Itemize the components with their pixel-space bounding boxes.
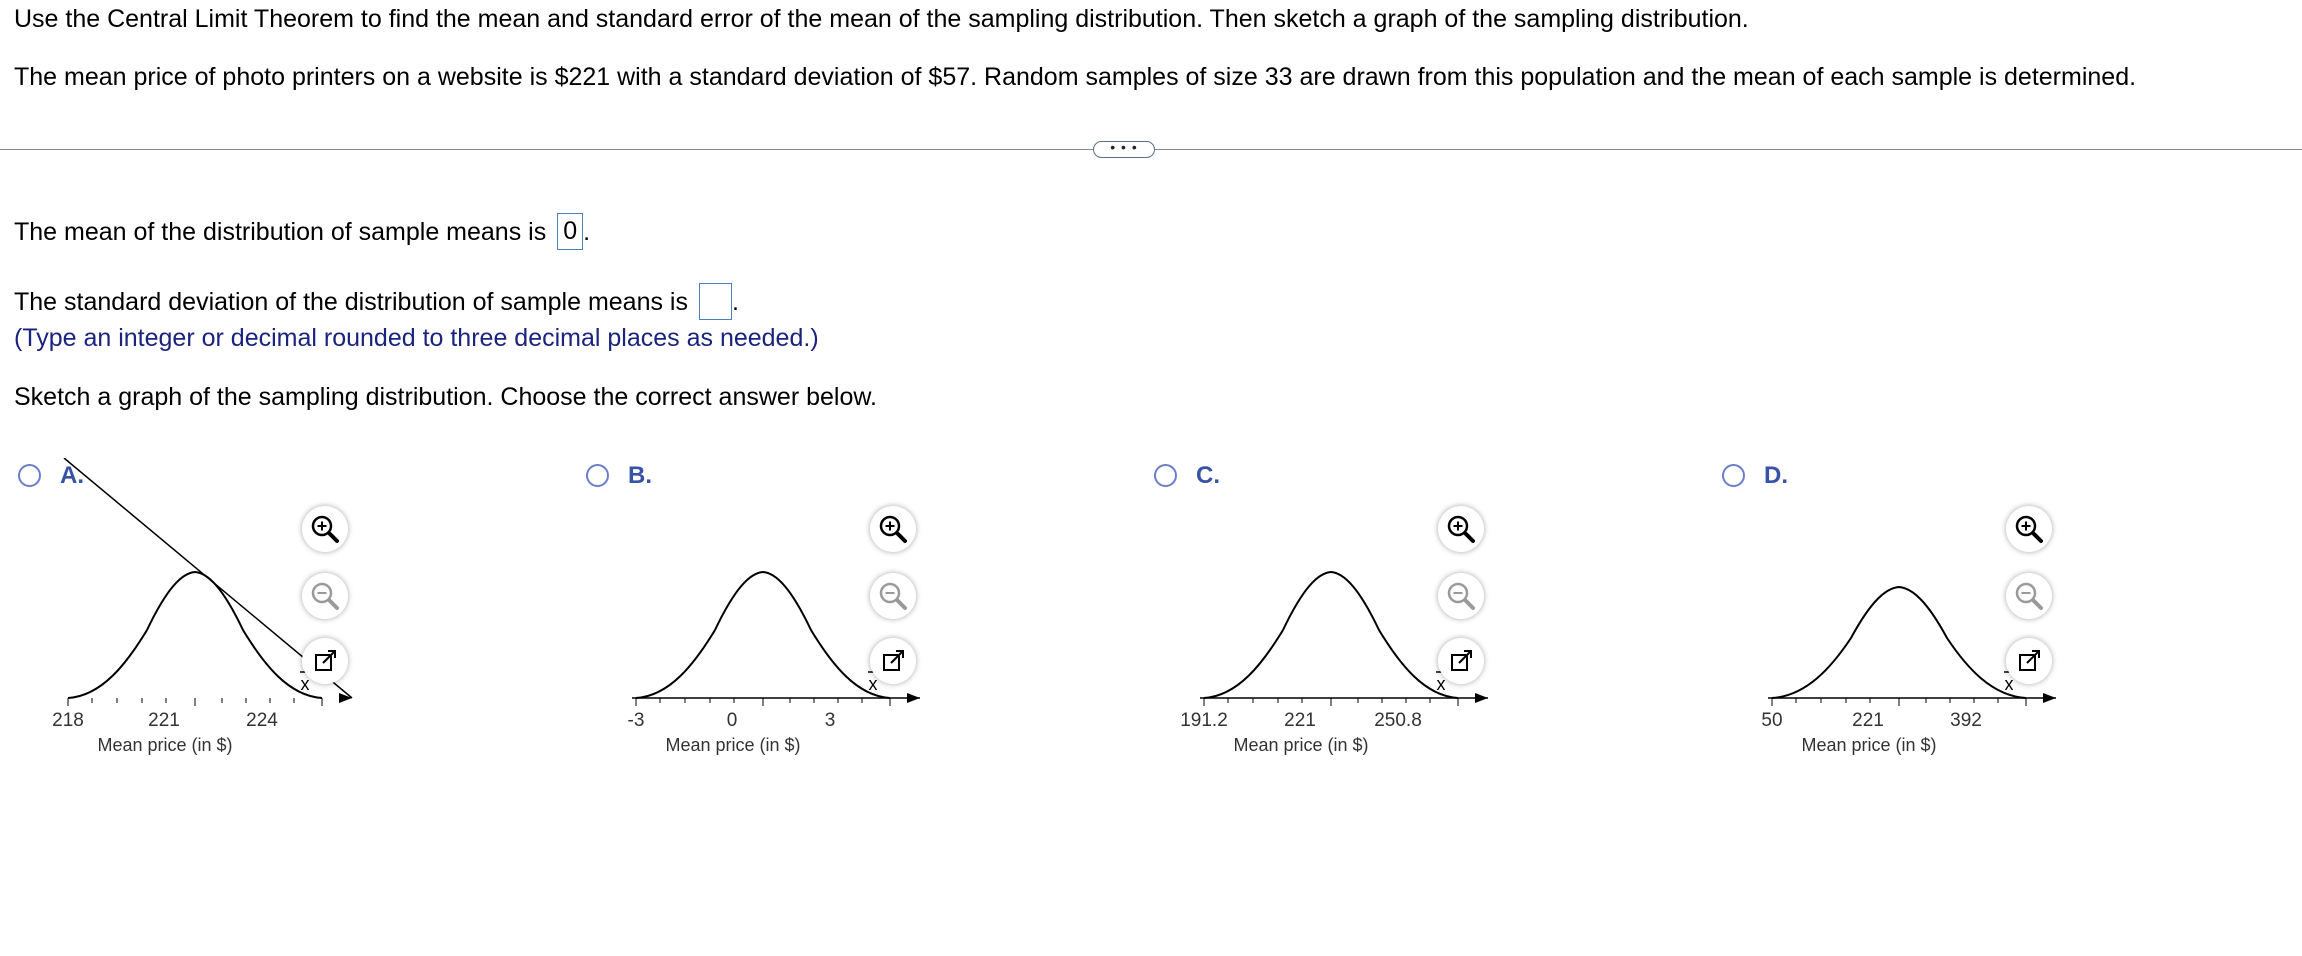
option-d-tick-left: 50	[1761, 710, 1783, 731]
option-a-zoom-in-button[interactable]	[302, 506, 348, 552]
hint-text: (Type an integer or decimal rounded to three decimal places as needed.)	[14, 324, 819, 352]
option-b-tick-left: -3	[627, 710, 645, 731]
option-b-zoom-in-button[interactable]	[870, 506, 916, 552]
question-text-line2: The mean price of photo printers on a website is $221 with a standard deviation of $57. Random samples of size 33 are drawn from this population and the mean of each sample is determined.	[14, 63, 2137, 91]
option-d-axis-label: Mean price (in $)	[1801, 735, 1937, 755]
option-a-axis-var: x	[300, 674, 310, 694]
option-a-zoom-out-button[interactable]	[302, 573, 348, 619]
option-c-axis-var: x	[1436, 674, 1446, 694]
question-text-line1: Use the Central Limit Theorem to find the mean and standard error of the mean of the sampling distribution. Then sketch a graph of the sampling distribution.	[14, 5, 1749, 33]
mean-suffix: .	[583, 218, 591, 247]
option-a-popout-button[interactable]	[302, 638, 348, 684]
zoom-in-icon	[2006, 506, 2052, 552]
option-b-tick-right: 3	[824, 710, 836, 731]
option-b-zoom-out-button[interactable]	[870, 573, 916, 619]
option-b-popout-button[interactable]	[870, 638, 916, 684]
sd-prefix: The standard deviation of the distribution of sample means is	[14, 288, 688, 317]
zoom-out-icon	[302, 573, 348, 619]
option-c-tick-center: 221	[1284, 710, 1316, 731]
option-c-tick-right: 250.8	[1374, 710, 1422, 731]
sd-answer-box[interactable]	[699, 283, 732, 320]
option-a-tick-left: 218	[52, 710, 84, 731]
option-a-tick-center: 221	[148, 710, 180, 731]
zoom-out-icon	[870, 573, 916, 619]
mean-answer-box[interactable]: 0	[557, 213, 583, 250]
sd-suffix: .	[731, 288, 739, 317]
option-c-popout-button[interactable]	[1438, 638, 1484, 684]
sd-answer-line	[14, 285, 739, 322]
option-d-tick-right: 392	[1950, 710, 1982, 731]
sketch-prompt: Sketch a graph of the sampling distribution. Choose the correct answer below.	[14, 383, 877, 411]
mean-answer-line	[14, 215, 590, 252]
option-b-label: B.	[628, 462, 652, 489]
option-b-axis-label: Mean price (in $)	[665, 735, 801, 755]
popout-icon	[302, 638, 348, 684]
option-c-zoom-in-button[interactable]	[1438, 506, 1484, 552]
option-d-zoom-out-button[interactable]	[2006, 573, 2052, 619]
option-d-popout-button[interactable]	[2006, 638, 2052, 684]
option-d-zoom-in-button[interactable]	[2006, 506, 2052, 552]
zoom-out-icon	[1438, 573, 1484, 619]
option-d-label: D.	[1764, 462, 1788, 489]
option-c-label: C.	[1196, 462, 1220, 489]
option-a-label: A.	[60, 462, 84, 489]
option-b-axis-var: x	[868, 674, 878, 694]
mean-prefix: The mean of the distribution of sample means is	[14, 218, 547, 247]
option-b[interactable]	[600, 458, 1160, 778]
popout-icon	[2006, 638, 2052, 684]
popout-icon	[1438, 638, 1484, 684]
option-c-axis-label: Mean price (in $)	[1233, 735, 1369, 755]
option-a-tick-right: 224	[246, 710, 278, 731]
option-c-tick-left: 191.2	[1180, 710, 1228, 731]
expand-button[interactable]: • • •	[1093, 141, 1155, 158]
zoom-out-icon	[2006, 573, 2052, 619]
option-d-tick-center: 221	[1852, 710, 1884, 731]
option-d-axis-var: x	[2004, 674, 2014, 694]
option-c[interactable]	[1168, 458, 1728, 778]
popout-icon	[870, 638, 916, 684]
option-a-axis-label: Mean price (in $)	[97, 735, 233, 755]
zoom-in-icon	[1438, 506, 1484, 552]
option-d[interactable]	[1736, 458, 2296, 778]
option-c-zoom-out-button[interactable]	[1438, 573, 1484, 619]
option-b-tick-center: 0	[726, 710, 738, 731]
zoom-in-icon	[870, 506, 916, 552]
option-a[interactable]	[32, 458, 592, 778]
zoom-in-icon	[302, 506, 348, 552]
